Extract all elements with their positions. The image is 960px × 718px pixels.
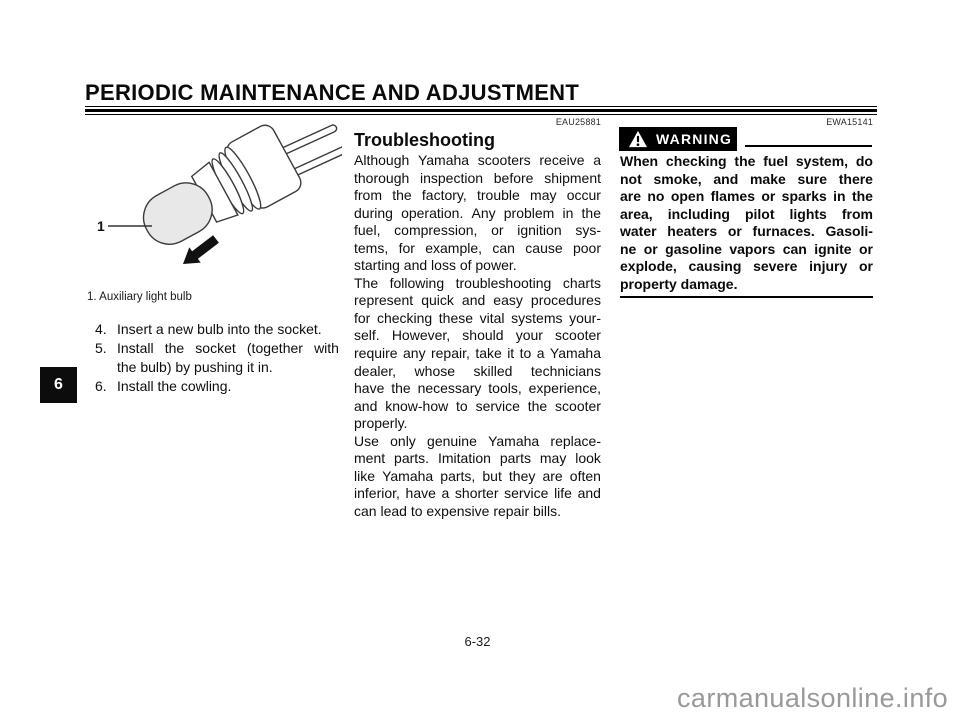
body-line: require any repair, take it to a Yamaha: [354, 345, 601, 362]
body-line: starting and loss of power.: [354, 257, 517, 274]
chapter-tab: 6: [40, 367, 77, 403]
bulb-socket-assembly: [129, 120, 342, 263]
troubleshooting-text: [354, 152, 601, 520]
body-line: fuel, compression, or ignition sys-: [354, 222, 601, 239]
body-line: The following troubleshooting charts: [354, 274, 601, 291]
step-number: 5.: [95, 340, 107, 356]
body-line: properly.: [354, 415, 408, 432]
auxiliary-bulb-figure: [90, 120, 342, 282]
figure-callout-1: 1: [97, 218, 105, 234]
section-title: Troubleshooting: [354, 130, 495, 150]
warning-line: not smoke, and make sure there: [620, 170, 873, 187]
body-line: ment parts. Imitation parts may look: [354, 450, 601, 467]
header-divider: [85, 106, 877, 115]
warning-header: [619, 127, 737, 151]
body-line: for checking these vital systems your-: [354, 309, 601, 326]
warning-bottom-rule: [620, 296, 873, 298]
instruction-list: [95, 320, 339, 396]
warning-line: ne or gasoline vapors can ignite or: [620, 240, 873, 257]
page-title: PERIODIC MAINTENANCE AND ADJUSTMENT: [85, 80, 580, 105]
body-line: Although Yamaha scooters receive a: [354, 152, 601, 168]
body-line: inferior, have a shorter service life and: [354, 485, 601, 502]
warning-line: water heaters or furnaces. Gasoli-: [620, 223, 873, 240]
body-line: tems, for example, can cause poor: [354, 239, 601, 256]
list-item: [95, 377, 339, 396]
body-line: have the necessary tools, experience,: [354, 380, 601, 397]
step-number: 4.: [95, 321, 107, 337]
figure-caption: 1. Auxiliary light bulb: [87, 291, 192, 303]
body-line: from the factory, trouble may occur: [354, 187, 601, 204]
section-code: EWA15141: [826, 117, 873, 127]
body-line: and know-how to service the scooter: [354, 397, 601, 414]
watermark: carmanualsonline.info: [677, 683, 949, 713]
body-line: during operation. Any problem in the: [354, 204, 601, 221]
step-text: Insert a new bulb into the socket.: [117, 321, 322, 337]
body-line: Use only genuine Yamaha replace-: [354, 432, 601, 449]
direction-arrow-icon: [183, 235, 219, 264]
list-item: [95, 339, 339, 377]
warning-triangle-icon: [628, 130, 648, 148]
body-line: represent quick and easy procedures: [354, 292, 601, 309]
body-line: can lead to expensive repair bills.: [354, 502, 562, 519]
warning-line: are no open flames or sparks in the: [620, 188, 873, 205]
page-number: 6-32: [464, 634, 491, 649]
list-item: [95, 320, 339, 339]
warning-line: property damage.: [620, 275, 738, 292]
section-code: EAU25881: [555, 117, 601, 127]
step-text: Install the socket (together with: [117, 340, 339, 356]
warning-line: explode, causing severe injury or: [620, 258, 873, 275]
warning-text: [620, 153, 873, 293]
warning-header-rule: [745, 145, 872, 147]
warning-line: area, including pilot lights from: [620, 205, 873, 222]
step-number: 6.: [95, 378, 107, 394]
body-line: thorough inspection before shipment: [354, 169, 601, 186]
step-text: Install the cowling.: [117, 378, 232, 394]
body-line: like Yamaha parts, but they are often: [354, 467, 601, 484]
body-line: dealer, whose skilled technicians: [354, 362, 601, 379]
warning-label: WARNING: [656, 131, 733, 147]
warning-line: When checking the fuel system, do: [620, 153, 873, 169]
step-text: the bulb) by pushing it in.: [117, 359, 273, 375]
body-line: self. However, should your scooter: [354, 327, 601, 344]
